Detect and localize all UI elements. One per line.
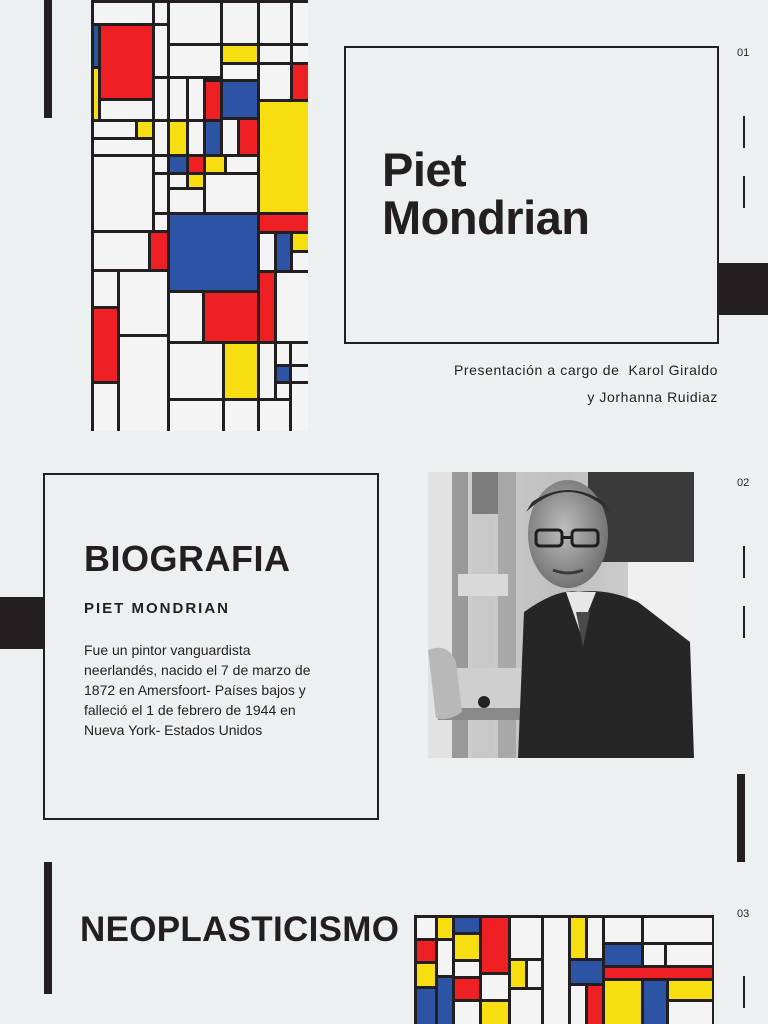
presentation-title: [382, 143, 590, 244]
bio-line: neerlandés, nacido el 7 de marzo de: [84, 662, 311, 678]
decor-tick: [743, 546, 745, 578]
decor-tick: [743, 606, 745, 638]
decor-tick: [743, 116, 745, 148]
slide-number-3: 03: [737, 908, 750, 920]
biography-subheading: PIET MONDRIAN: [84, 600, 230, 617]
bio-line: falleció el 1 de febrero de 1944 en: [84, 702, 296, 718]
decor-bar-left-bottom: [44, 862, 52, 994]
slide-number-2: 02: [737, 477, 750, 489]
mondrian-artwork-bottom: [414, 915, 714, 1024]
decor-tick: [743, 976, 745, 1008]
title-line-2: Mondrian: [382, 191, 590, 244]
title-line-1: Piet: [382, 143, 467, 196]
bio-line: Fue un pintor vanguardista: [84, 642, 251, 658]
portrait-photo: [428, 472, 694, 758]
credit-line-2: y Jorhanna Ruidiaz: [587, 389, 718, 405]
biography-text: [84, 640, 344, 740]
decor-block-left: [0, 597, 43, 649]
decor-tick: [743, 176, 745, 208]
slide-number-1: 01: [737, 47, 750, 59]
decor-bar-left-top: [44, 0, 52, 118]
mondrian-artwork-top: [91, 0, 308, 431]
neoplasticism-heading: NEOPLASTICISMO: [80, 910, 400, 949]
biography-heading: BIOGRAFIA: [84, 538, 291, 579]
bio-line: 1872 en Amersfoort- Países bajos y: [84, 682, 306, 698]
credit-line-1: Presentación a cargo de Karol Giraldo: [453, 362, 718, 378]
decor-block-right: [718, 263, 768, 315]
decor-bar-right: [737, 774, 745, 862]
bio-line: Nueva York- Estados Unidos: [84, 722, 263, 738]
presentation-credits: [454, 357, 718, 411]
